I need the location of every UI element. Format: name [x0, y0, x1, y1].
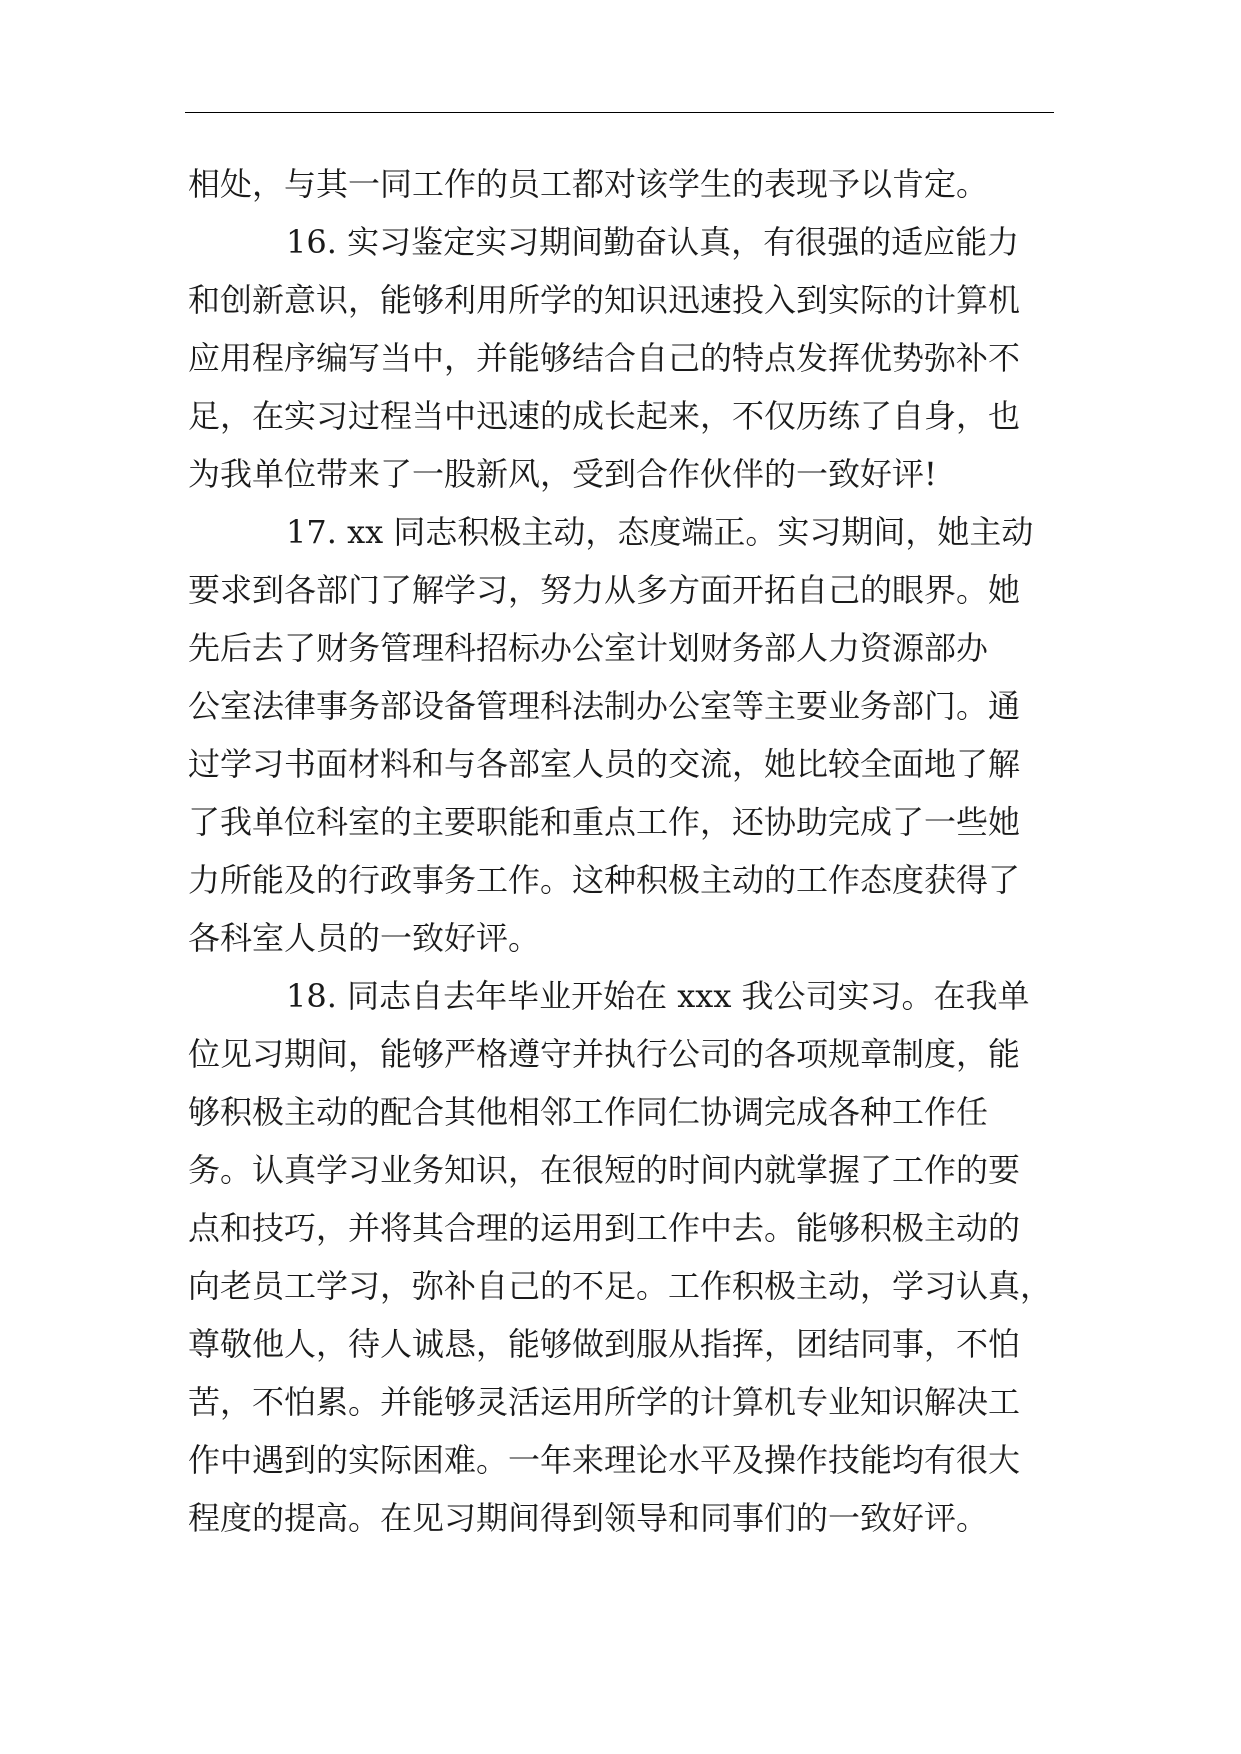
header-rule [185, 112, 1054, 113]
text-line: 要求到各部门了解学习，努力从多方面开拓自己的眼界。她 [188, 571, 1021, 609]
text-line: 点和技巧，并将其合理的运用到工作中去。能够积极主动的 [188, 1209, 1021, 1247]
text-line: 先后去了财务管理科招标办公室计划财务部人力资源部办 [188, 629, 989, 667]
text-line: 力所能及的行政事务工作。这种积极主动的工作态度获得了 [188, 861, 1021, 899]
text-line: 务。认真学习业务知识，在很短的时间内就掌握了工作的要 [188, 1151, 1021, 1189]
text-line: 了我单位科室的主要职能和重点工作，还协助完成了一些她 [188, 803, 1021, 841]
text-line: 和创新意识，能够利用所学的知识迅速投入到实际的计算机 [188, 281, 1021, 319]
paragraph-18-first-line: 18. 同志自去年毕业开始在 xxx 我公司实习。在我单 [286, 977, 1030, 1015]
text-line: 苦，不怕累。并能够灵活运用所学的计算机专业知识解决工 [188, 1383, 1021, 1421]
document-body [188, 155, 1068, 1547]
text-line: 向老员工学习，弥补自己的不足。工作积极主动，学习认真， [188, 1267, 1053, 1305]
text-line: 尊敬他人，待人诚恳，能够做到服从指挥，团结同事，不怕 [188, 1325, 1021, 1363]
text-line: 够积极主动的配合其他相邻工作同仁协调完成各种工作任 [188, 1093, 989, 1131]
text-line: 相处，与其一同工作的员工都对该学生的表现予以肯定。 [188, 165, 989, 203]
text-line: 程度的提高。在见习期间得到领导和同事们的一致好评。 [188, 1499, 989, 1537]
text-line: 应用程序编写当中，并能够结合自己的特点发挥优势弥补不 [188, 339, 1021, 377]
text-line: 各科室人员的一致好评。 [188, 919, 541, 957]
text-line: 足，在实习过程当中迅速的成长起来，不仅历练了自身，也 [188, 397, 1021, 435]
text-line: 为我单位带来了一股新风，受到合作伙伴的一致好评! [188, 455, 937, 493]
text-line: 过学习书面材料和与各部室人员的交流，她比较全面地了解 [188, 745, 1021, 783]
text-line: 作中遇到的实际困难。一年来理论水平及操作技能均有很大 [188, 1441, 1021, 1479]
text-line: 公室法律事务部设备管理科法制办公室等主要业务部门。通 [188, 687, 1021, 725]
text-line: 位见习期间，能够严格遵守并执行公司的各项规章制度，能 [188, 1035, 1021, 1073]
paragraph-17-first-line: 17. xx 同志积极主动，态度端正。实习期间，她主动 [286, 513, 1034, 551]
paragraph-16-first-line: 16. 实习鉴定实习期间勤奋认真，有很强的适应能力 [286, 223, 1020, 261]
